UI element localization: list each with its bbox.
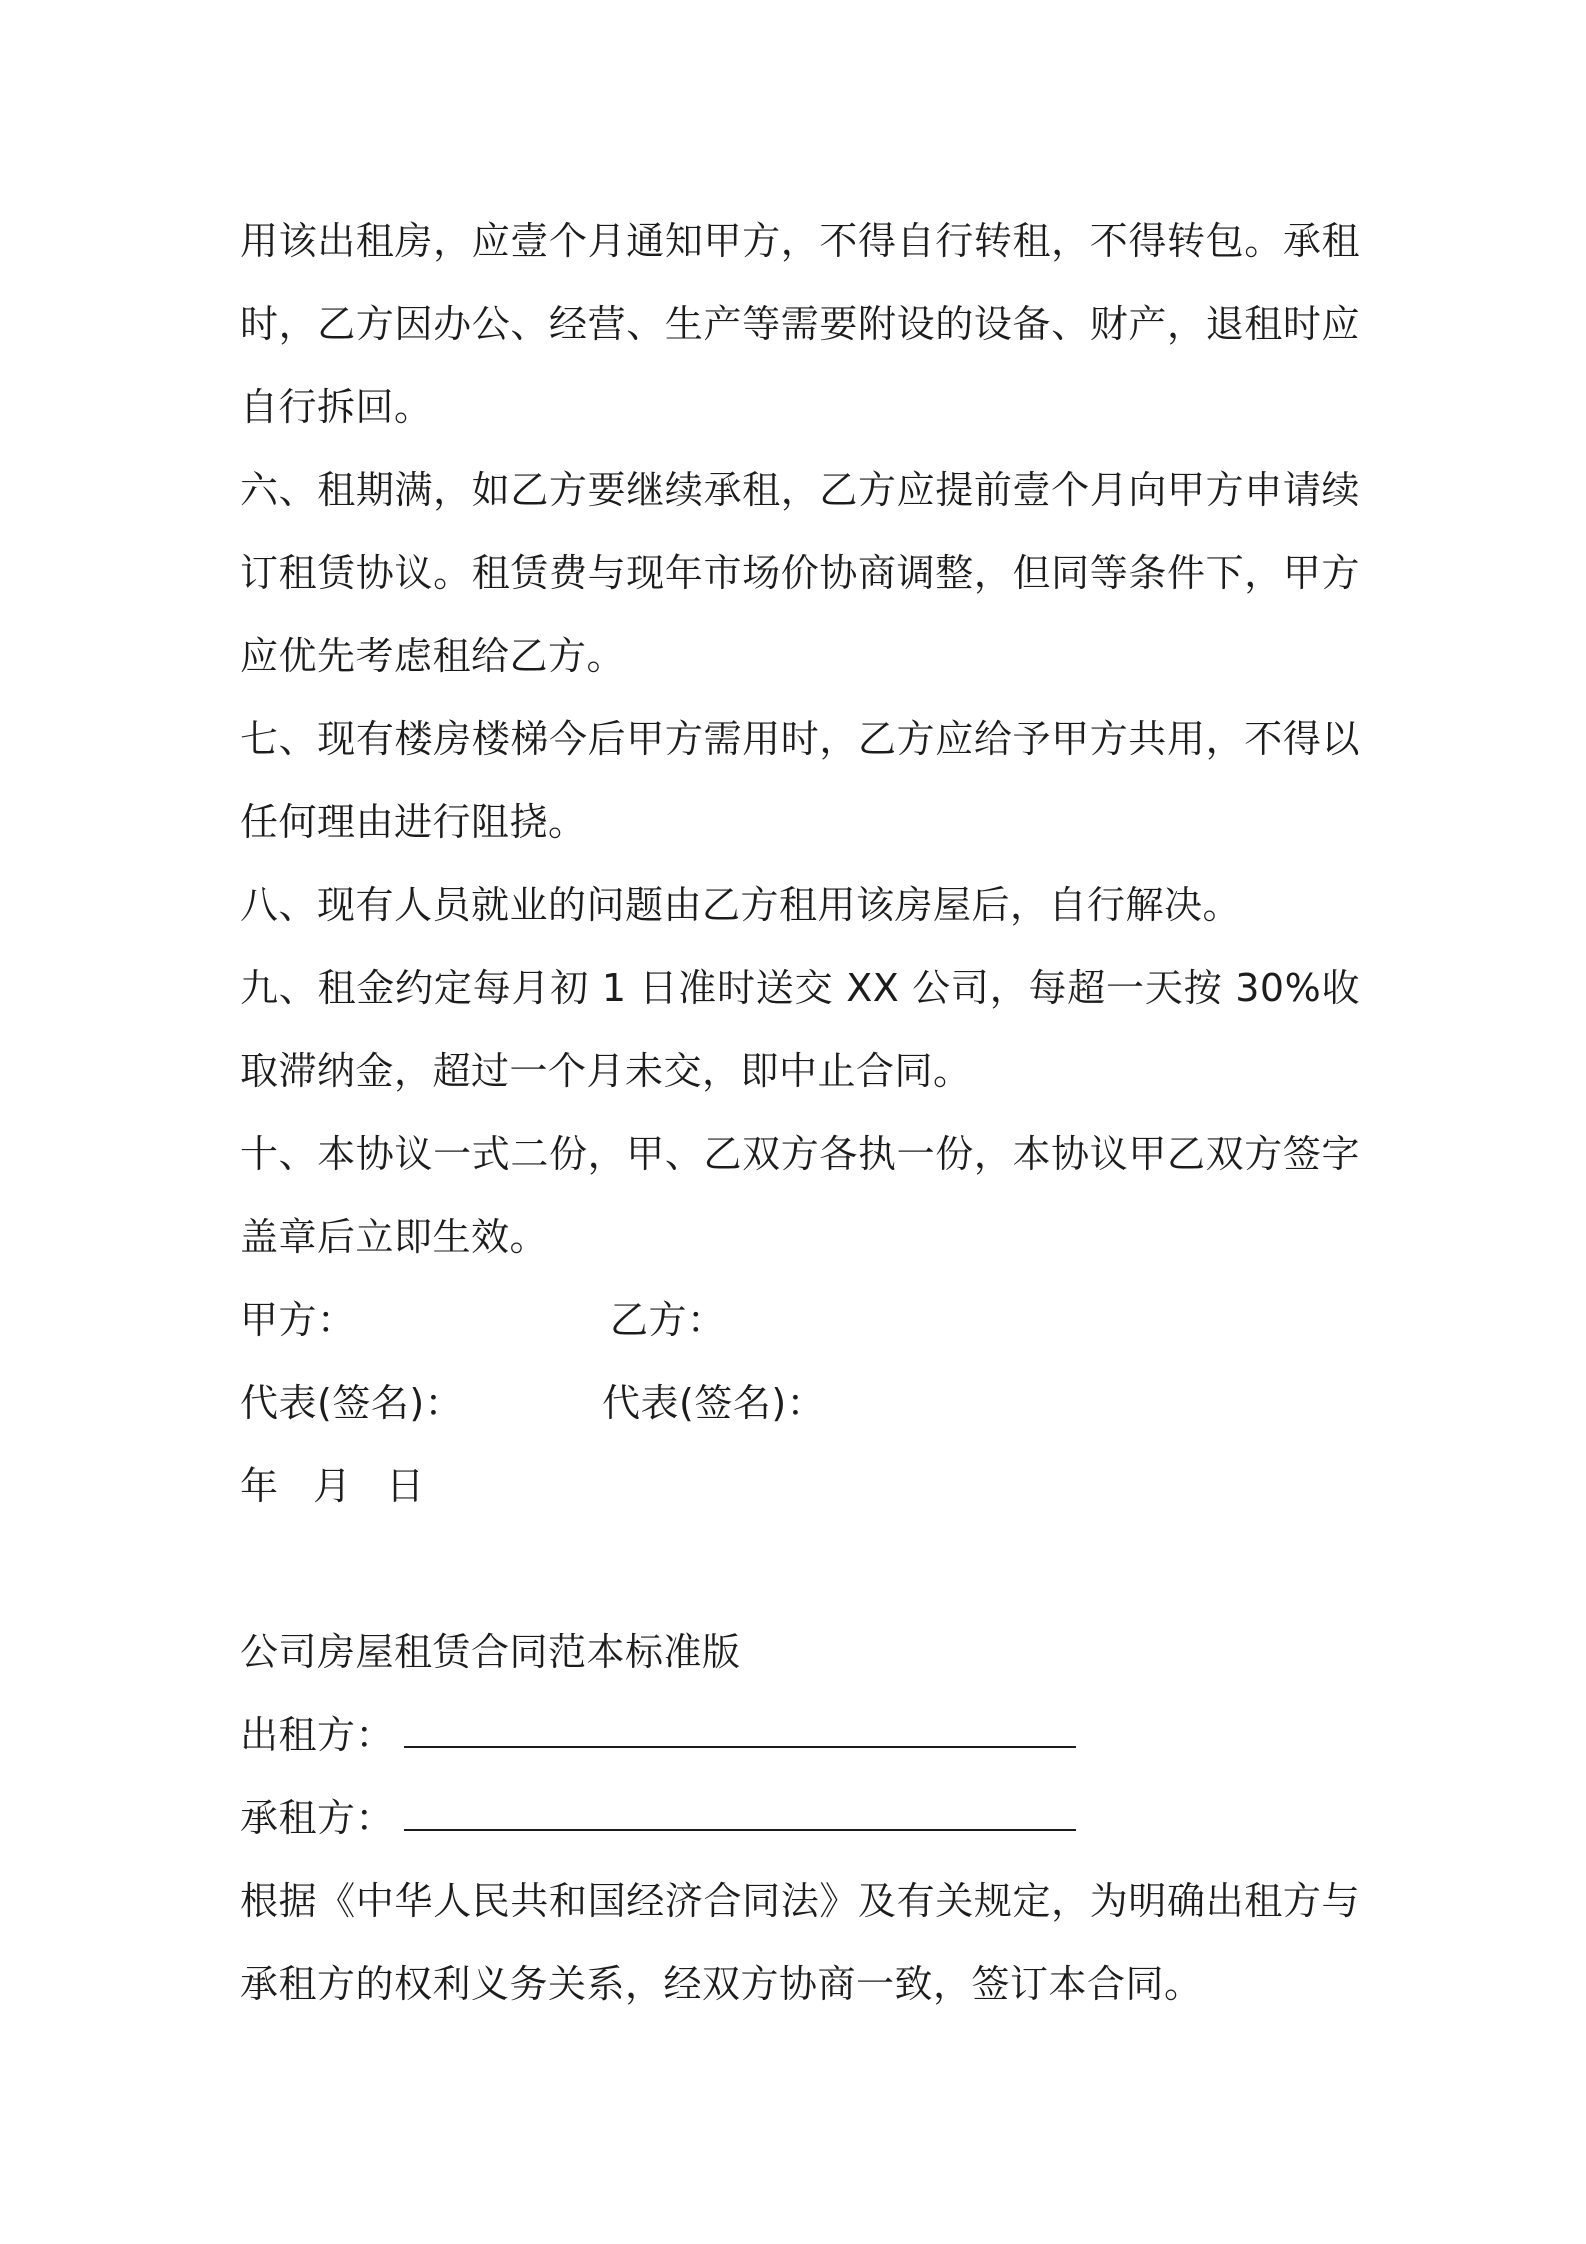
clause-7: 七、现有楼房楼梯今后甲方需用时，乙方应给予甲方共用，不得以任何理由进行阻挠。 xyxy=(240,717,1360,844)
lessee-label: 承租方： xyxy=(240,1796,395,1840)
clause-6: 六、租期满，如乙方要继续承租，乙方应提前壹个月向甲方申请续订租赁协议。租赁费与现年市场价协商调整，但同等条件下，甲方应优先考虑租给乙方。 xyxy=(240,468,1360,678)
representative-row xyxy=(240,1362,1360,1445)
rep-a-label: 代表(签名)： xyxy=(240,1381,464,1425)
party-a-label: 甲方： xyxy=(240,1298,356,1342)
clause-8: 八、现有人员就业的问题由乙方租用该房屋后，自行解决。 xyxy=(240,883,1242,927)
contract-intro: 根据《中华人民共和国经济合同法》及有关规定，为明确出租方与承租方的权利义务关系，经双方协商一致，签订本合同。 xyxy=(240,1879,1360,2006)
clause-continuation: 用该出租房，应壹个月通知甲方，不得自行转租，不得转包。承租时，乙方因办公、经营、生产等需要附设的设备、财产，退租时应自行拆回。 xyxy=(240,219,1360,429)
contract-title: 公司房屋租赁合同范本标准版 xyxy=(240,1630,741,1674)
lessor-label: 出租方： xyxy=(240,1713,395,1757)
clause-9: 九、租金约定每月初 1 日准时送交 XX 公司，每超一天按 30%收取滞纳金，超过一个月未交，即中止合同。 xyxy=(240,966,1360,1093)
rep-b-label: 代表(签名)： xyxy=(602,1381,826,1425)
lessor-field xyxy=(240,1694,1360,1777)
party-b-label: 乙方： xyxy=(610,1298,726,1342)
clause-10: 十、本协议一式二份，甲、乙双方各执一份，本协议甲乙双方签字盖章后立即生效。 xyxy=(240,1132,1360,1259)
lessee-blank-line xyxy=(404,1799,1076,1831)
lessee-field xyxy=(240,1777,1360,1860)
document-body xyxy=(240,200,1360,2026)
party-row xyxy=(240,1279,1360,1362)
date-line: 年 月 日 xyxy=(240,1464,425,1508)
lessor-blank-line xyxy=(404,1716,1076,1748)
section-spacer xyxy=(240,1528,1360,1611)
